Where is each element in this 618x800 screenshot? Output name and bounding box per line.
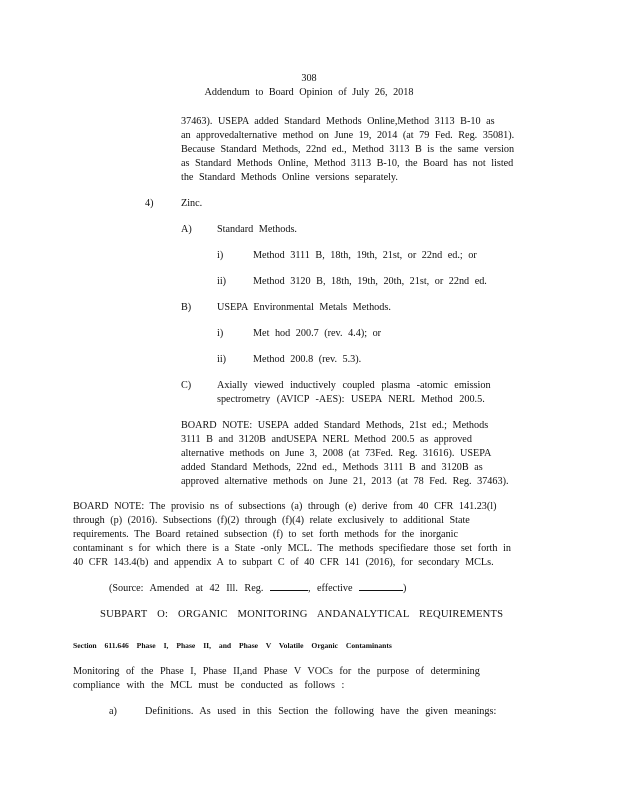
intro-line: 37463). USEPA added Standard Methods Online,Method 3113 B-10 as bbox=[181, 116, 495, 127]
source-line bbox=[109, 581, 406, 596]
board-note-1-line: added Standard Methods, 22nd ed., Methods 3111 B and 3120B as bbox=[181, 462, 483, 473]
board-note-2-line: 40 CFR 143.4(b) and appendix A to subpart C of 40 CFR 141 (2016), for secondary MCLs. bbox=[73, 557, 494, 568]
item-a-marker: A) bbox=[181, 224, 192, 235]
board-note-2-line: requirements. The Board retained subsection (f) to set forth methods for the inorganic bbox=[73, 529, 459, 540]
intro-line: as Standard Methods Online, Method 3113 B-10, the Board has not listed bbox=[181, 158, 514, 169]
item-b-ii-marker: ii) bbox=[217, 354, 227, 365]
board-note-1-line: 3111 B and 3120B andUSEPA NERL Method 200.5 as approved bbox=[181, 434, 472, 445]
item-a-defs-label: Definitions. As used in this Section the following have the given meanings: bbox=[145, 706, 497, 717]
item-b-i-marker: i) bbox=[217, 328, 224, 339]
monitoring-line: compliance with the MCL must be conducted as follows : bbox=[73, 680, 345, 691]
item-b-ii-label: Method 200.8 (rev. 5.3). bbox=[253, 354, 362, 365]
effective-blank bbox=[359, 581, 403, 591]
item-a-i-marker: i) bbox=[217, 250, 224, 261]
intro-line: an approvedalternative method on June 19, 2014 (at 79 Fed. Reg. 35081). bbox=[181, 130, 515, 141]
source-prefix: (Source: Amended at 42 Ill. Reg. bbox=[109, 583, 264, 594]
section-heading: Section 611.646 Phase I, Phase II, and Phase V Volatile Organic Contaminants bbox=[73, 641, 392, 650]
board-note-1-line: approved alternative methods on June 21, 2013 (at 78 Fed. Reg. 37463). bbox=[181, 476, 509, 487]
board-note-2-line: contaminant s for which there is a State -only MCL. The methods specifiedare those set forth in bbox=[73, 543, 511, 554]
item-c-line: spectrometry (AVICP -AES): USEPA NERL Method 200.5. bbox=[217, 394, 485, 405]
item-a-label: Standard Methods. bbox=[217, 224, 297, 235]
item-c-marker: C) bbox=[181, 380, 192, 391]
page-number: 308 bbox=[301, 73, 317, 84]
source-middle: , effective bbox=[307, 583, 353, 594]
item-b-marker: B) bbox=[181, 302, 192, 313]
item-4-marker: 4) bbox=[145, 198, 154, 209]
source-suffix: ) bbox=[403, 583, 407, 594]
item-b-label: USEPA Environmental Metals Methods. bbox=[217, 302, 391, 313]
item-a-ii-label: Method 3120 B, 18th, 19th, 20th, 21st, or 22nd ed. bbox=[253, 276, 487, 287]
item-a-ii-marker: ii) bbox=[217, 276, 227, 287]
monitoring-line: Monitoring of the Phase I, Phase II,and Phase V VOCs for the purpose of determining bbox=[73, 666, 480, 677]
intro-line: Because Standard Methods, 22nd ed., Method 3113 B is the same version bbox=[181, 144, 515, 155]
board-note-2-line: BOARD NOTE: The provisio ns of subsections (a) through (e) derive from 40 CFR 141.23(l) bbox=[73, 501, 497, 512]
board-note-1-line: alternative methods on June 3, 2008 (at 73Fed. Reg. 31616). USEPA bbox=[181, 448, 492, 459]
item-c-line: Axially viewed inductively coupled plasma -atomic emission bbox=[217, 380, 491, 391]
subpart-heading: SUBPART O: ORGANIC MONITORING ANDANALYTICAL REQUIREMENTS bbox=[100, 609, 504, 620]
board-note-1-line: BOARD NOTE: USEPA added Standard Methods, 21st ed.; Methods bbox=[181, 420, 489, 431]
item-4-label: Zinc. bbox=[181, 198, 203, 209]
addendum-title: Addendum to Board Opinion of July 26, 2018 bbox=[204, 87, 414, 98]
board-note-2-line: through (p) (2016). Subsections (f)(2) through (f)(4) relate exclusively to additional State bbox=[73, 515, 470, 526]
intro-line: the Standard Methods Online versions separately. bbox=[181, 172, 398, 183]
item-b-i-label: Met hod 200.7 (rev. 4.4); or bbox=[253, 328, 382, 339]
register-blank bbox=[270, 581, 308, 591]
item-a-defs-marker: a) bbox=[109, 706, 117, 717]
item-a-i-label: Method 3111 B, 18th, 19th, 21st, or 22nd ed.; or bbox=[253, 250, 477, 261]
